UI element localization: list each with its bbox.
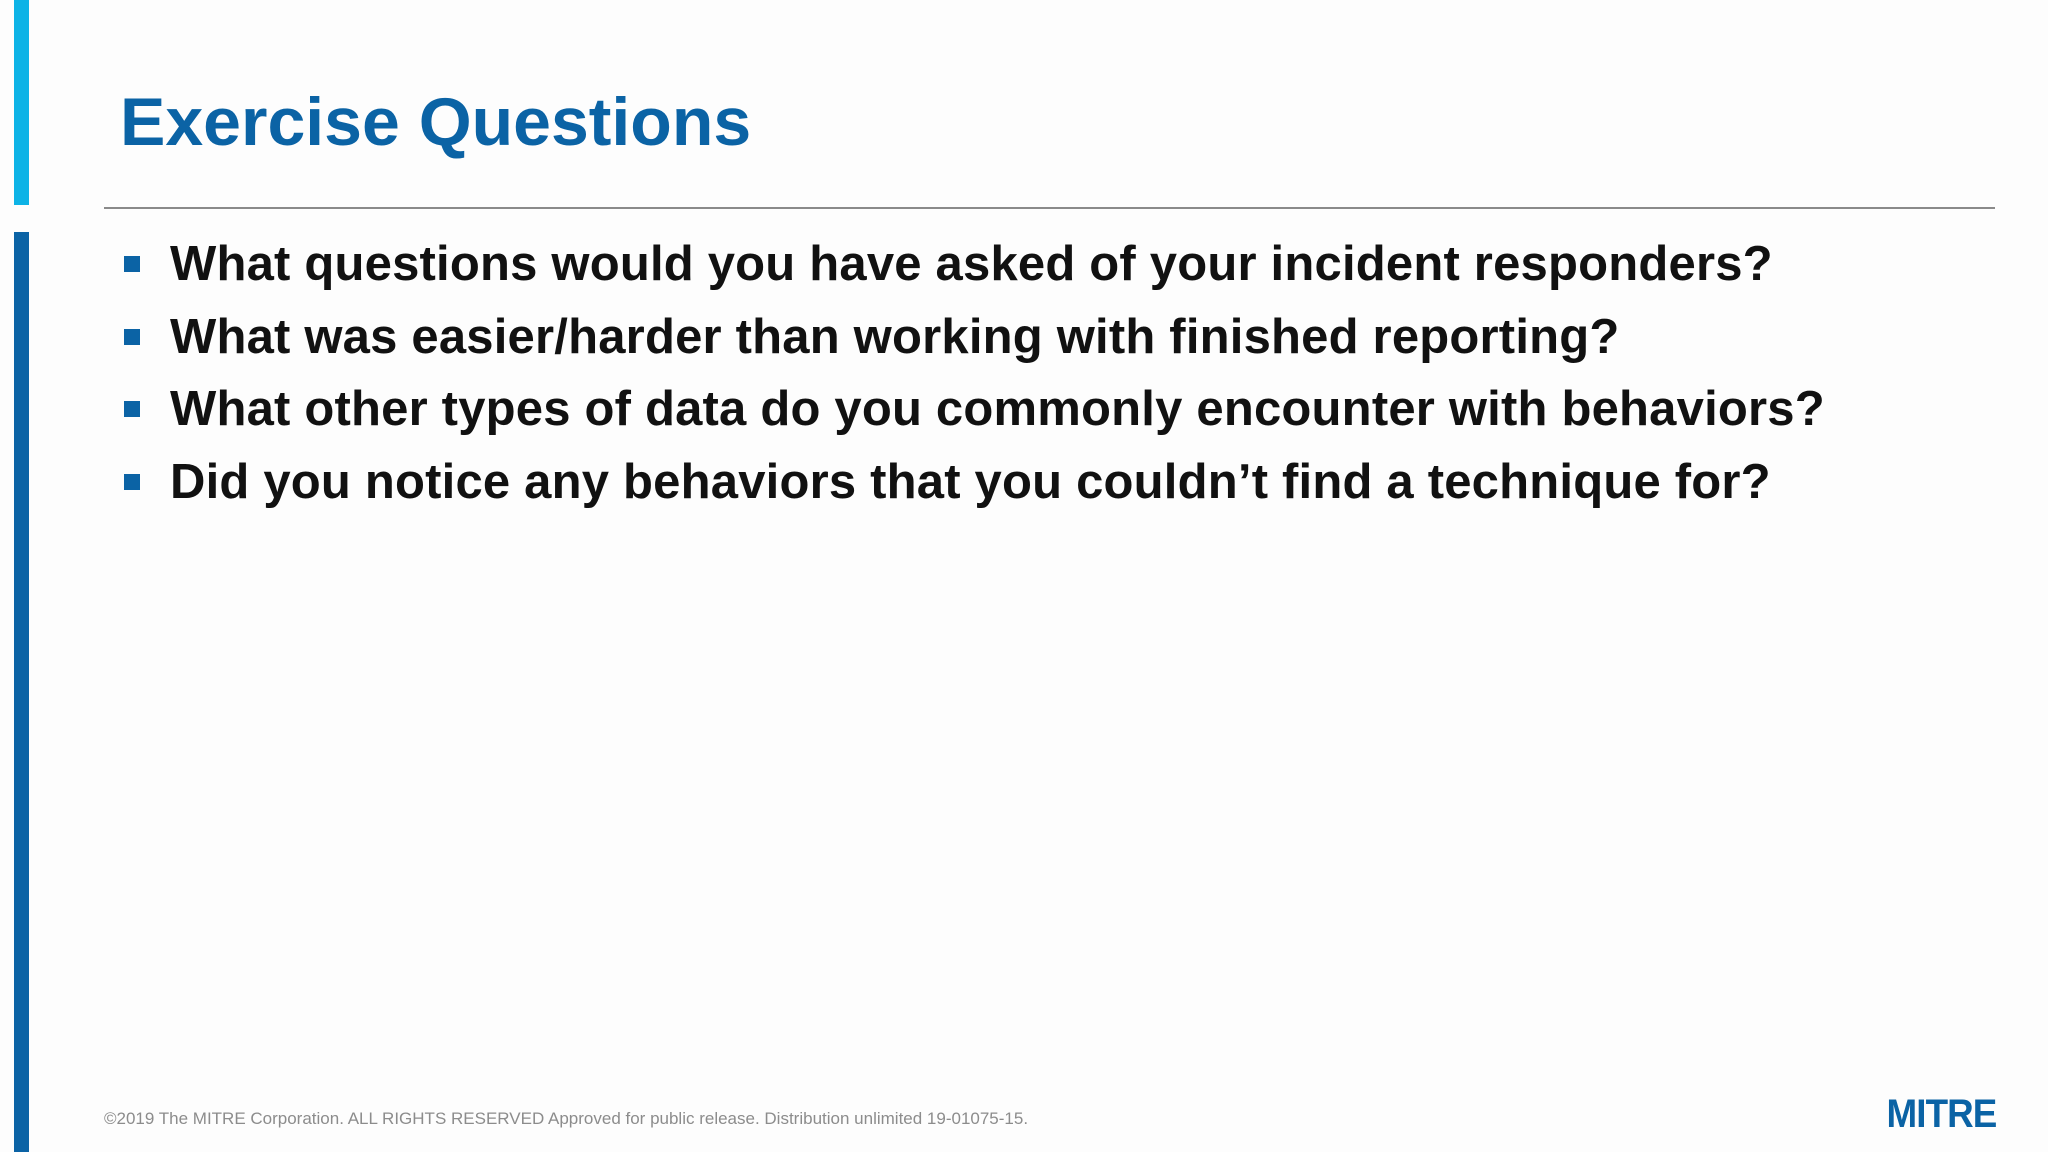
bullet-item — [124, 446, 1825, 519]
bullet-text: Did you notice any behaviors that you couldn’t find a technique for? — [170, 455, 1771, 510]
title-divider — [104, 207, 1995, 209]
square-bullet-icon — [124, 401, 140, 417]
accent-bar-top — [14, 0, 29, 205]
square-bullet-icon — [124, 474, 140, 490]
bullet-text: What questions would you have asked of your incident responders? — [170, 237, 1773, 292]
bullet-item — [124, 228, 1825, 301]
bullet-text: What other types of data do you commonly encounter with behaviors? — [170, 382, 1825, 437]
square-bullet-icon — [124, 329, 140, 345]
bullet-item — [124, 373, 1825, 446]
square-bullet-icon — [124, 256, 140, 272]
footer-copyright: ©2019 The MITRE Corporation. ALL RIGHTS RESERVED Approved for public release. Distribution unlimited 19-01075-15. — [104, 1109, 1029, 1128]
mitre-logo: MITRE — [1886, 1092, 1996, 1136]
bullet-text: What was easier/harder than working with finished reporting? — [170, 309, 1620, 364]
slide-title: Exercise Questions — [120, 84, 752, 160]
bullet-item — [124, 301, 1825, 374]
bullet-list — [124, 228, 1825, 518]
accent-bar-main — [14, 232, 29, 1152]
